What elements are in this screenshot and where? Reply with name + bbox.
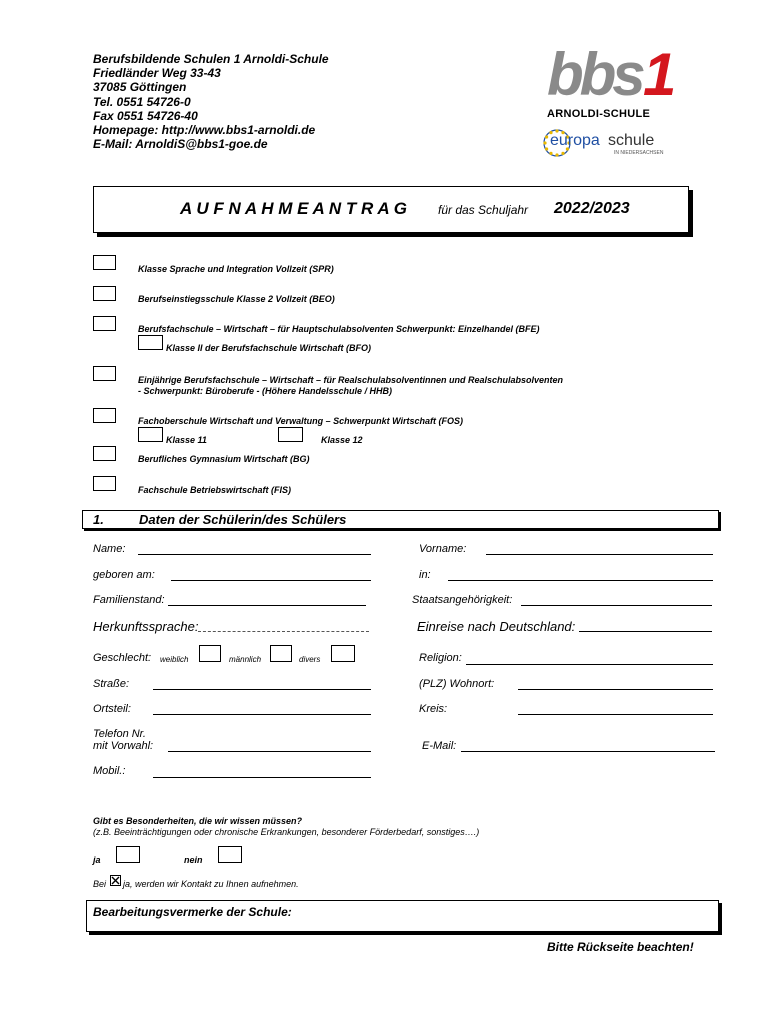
maennlich-label: männlich [229,655,262,664]
kreis-field[interactable] [518,714,713,715]
option-bfe-label: Berufsfachschule – Wirtschaft – für Hauptschulabsolventen Schwerpunkt: Einzelhandel (BFE) [138,324,540,334]
logo-one-text: 1 [643,41,677,108]
email-field[interactable] [461,751,715,752]
herkunft-field[interactable] [198,631,369,632]
weiblich-label: weiblich [160,655,189,664]
staat-label: Staatsangehörigkeit: [412,594,513,606]
staat-field[interactable] [521,605,712,606]
name-field[interactable] [138,554,371,555]
logo-tagline: IN NIEDERSACHSEN [614,150,664,156]
mobil-label: Mobil.: [93,765,126,777]
bei-label: Bei [93,879,107,889]
form-title: A U F N A H M E A N T R A G [180,199,407,218]
checkbox-bg[interactable] [93,446,116,461]
checkbox-fos[interactable] [93,408,116,423]
checkbox-spr[interactable] [93,255,116,270]
school-tel: Tel. 0551 54726-0 [93,94,191,109]
ortsteil-field[interactable] [153,714,371,715]
checkbox-ja[interactable] [116,846,140,863]
vorname-field[interactable] [486,554,713,555]
contact-note: ja, werden wir Kontakt zu Ihnen aufnehmen. [123,879,299,889]
form-year: 2022/2023 [554,200,630,217]
back-page-note: Bitte Rückseite beachten! [547,940,694,954]
special-examples: (z.B. Beeinträchtigungen oder chronische Erkrankungen, besonderer Förderbedarf, sonstiges….) [93,827,480,837]
logo-bbs-text: bbs [547,41,642,108]
school-homepage: Homepage: http://www.bbs1-arnoldi.de [93,123,316,138]
europaschule-logo [540,126,670,160]
option-bfo-label: Klasse II der Berufsfachschule Wirtschaft (BFO) [166,343,371,353]
school-address [93,52,329,151]
remarks-label: Bearbeitungsvermerke der Schule: [93,905,292,919]
vorname-label: Vorname: [419,543,467,555]
geboren-label: geboren am: [93,569,155,581]
plz-label: (PLZ) Wohnort: [419,678,495,690]
telefon-label-2: mit Vorwahl: [93,740,154,752]
option-fos-label: Fachoberschule Wirtschaft und Verwaltung – Schwerpunkt Wirtschaft (FOS) [138,416,464,426]
telefon-field[interactable] [168,751,371,752]
checked-box-icon [110,875,121,886]
checkbox-bfo[interactable] [138,335,163,350]
checkbox-fos-11[interactable] [138,427,163,442]
special-question: Gibt es Besonderheiten, die wir wissen müssen? [93,816,303,826]
option-hhb-label-2: - Schwerpunkt: Büroberufe - (Höhere Handelsschule / HHB) [138,386,393,396]
religion-label: Religion: [419,652,462,664]
telefon-label-1: Telefon Nr. [93,728,146,740]
ortsteil-label: Ortsteil: [93,703,131,715]
checkbox-hhb[interactable] [93,366,116,381]
einreise-field[interactable] [579,631,712,632]
school-email: E-Mail: ArnoldiS@bbs1-goe.de [93,137,268,152]
mobil-field[interactable] [153,777,371,778]
school-city: 37085 Göttingen [93,80,187,95]
herkunft-label: Herkunftssprache: [93,619,199,634]
section-1-number: 1. [93,512,104,527]
logo-subtitle: ARNOLDI-SCHULE [547,108,651,120]
in-label: in: [419,569,431,581]
in-field[interactable] [448,580,713,581]
school-street: Friedländer Weg 33-43 [93,66,221,81]
kreis-label: Kreis: [419,703,448,715]
option-fis-label: Fachschule Betriebswirtschaft (FIS) [138,485,292,495]
option-fos-11-label: Klasse 11 [166,435,207,445]
checkbox-weiblich[interactable] [199,645,221,662]
checkbox-beo[interactable] [93,286,116,301]
nein-label: nein [184,855,203,865]
familienstand-label: Familienstand: [93,594,165,606]
plz-field[interactable] [518,689,713,690]
bbs1-logo [545,41,685,110]
email-label: E-Mail: [422,740,457,752]
divers-label: divers [299,655,321,664]
section-1-title: Daten der Schülerin/des Schülers [139,512,347,527]
option-fos-12-label: Klasse 12 [321,435,363,445]
geboren-field[interactable] [171,580,371,581]
school-fax: Fax 0551 54726-40 [93,108,198,123]
schule-text: schule [608,132,655,149]
form-for-year: für das Schuljahr [438,203,529,217]
option-beo-label: Berufseinstiegsschule Klasse 2 Vollzeit (BEO) [138,294,335,304]
checkbox-nein[interactable] [218,846,242,863]
europa-text: europa [550,132,600,149]
familienstand-field[interactable] [168,605,366,606]
geschlecht-label: Geschlecht: [93,652,152,664]
name-label: Name: [93,543,126,555]
option-bg-label: Berufliches Gymnasium Wirtschaft (BG) [138,454,310,464]
title-box [93,186,689,233]
ja-label: ja [93,855,101,865]
option-spr-label: Klasse Sprache und Integration Vollzeit (SPR) [138,264,334,274]
checkbox-divers[interactable] [331,645,355,662]
religion-field[interactable] [466,664,713,665]
einreise-label: Einreise nach Deutschland: [417,619,576,634]
section-1-header [82,510,719,529]
checkbox-fis[interactable] [93,476,116,491]
checkbox-maennlich[interactable] [270,645,292,662]
option-hhb-label-1: Einjährige Berufsfachschule – Wirtschaft – für Realschulabsolventinnen und Realschulabsolventen [138,375,564,385]
strasse-field[interactable] [153,689,371,690]
strasse-label: Straße: [93,678,130,690]
checkbox-fos-12[interactable] [278,427,303,442]
remarks-box [86,900,719,932]
school-name: Berufsbildende Schulen 1 Arnoldi-Schule [93,52,329,66]
checkbox-bfe[interactable] [93,316,116,331]
